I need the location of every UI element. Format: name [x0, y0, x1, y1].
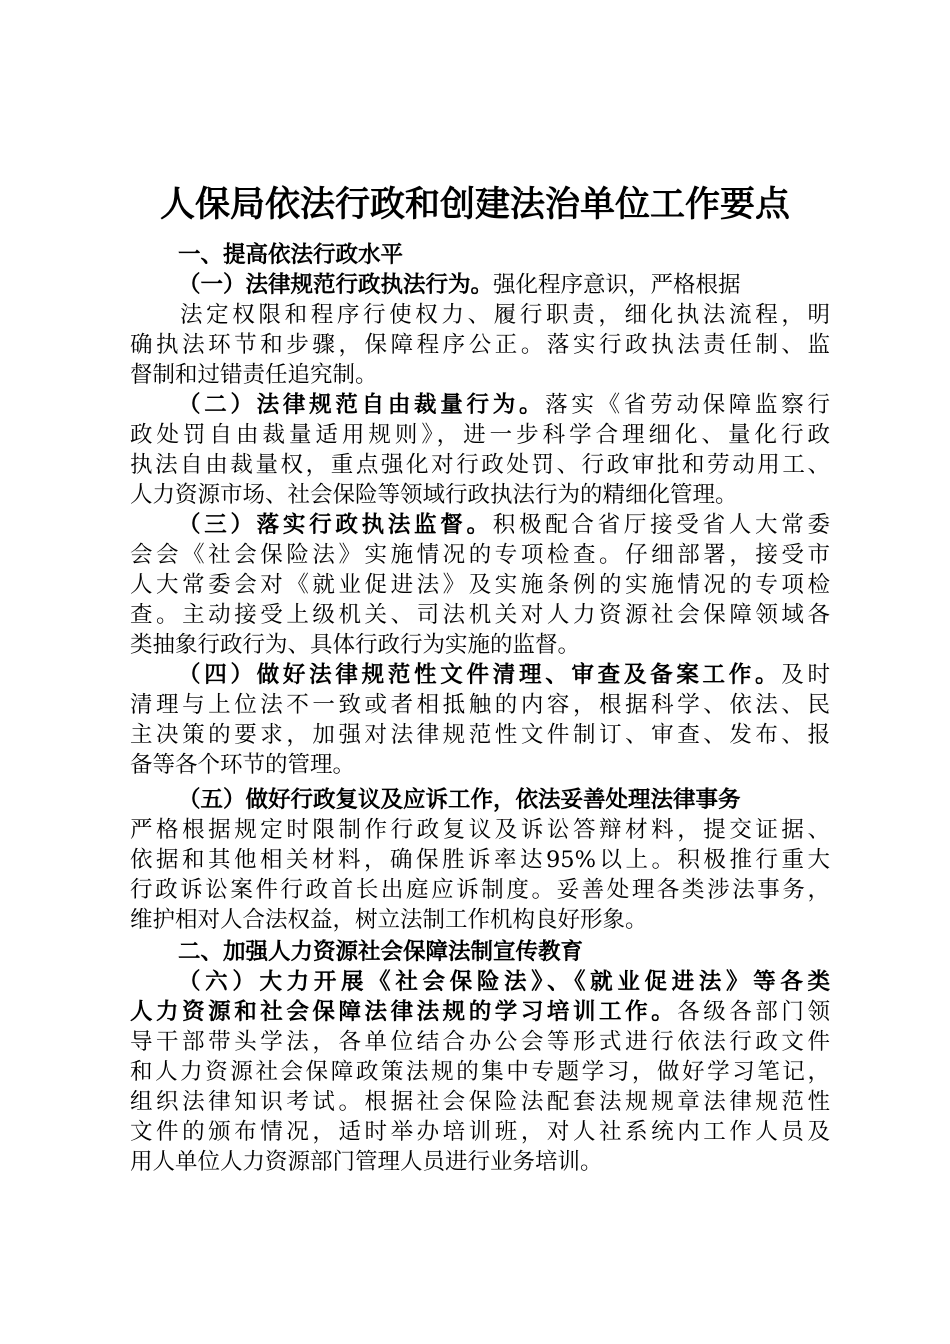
paragraph-5-heading: （五）做好行政复议及应诉工作，依法妥善处理法律事务	[178, 787, 741, 813]
paragraph-2-line-4: 人力资源市场、社会保险等领域行政执法行为的精细化管理。	[130, 482, 738, 508]
paragraph-4-heading: （四）做好法律规范性文件清理、审查及备案工作。	[178, 662, 782, 688]
paragraph-2-line-3: 执法自由裁量权，重点强化对行政处罚、行政审批和劳动用工、	[130, 452, 830, 478]
paragraph-6-line-7: 用人单位人力资源部门管理人员进行业务培训。	[130, 1149, 603, 1175]
paragraph-4-text: 及时	[781, 662, 830, 688]
paragraph-4-line-2: 清理与上位法不一致或者相抵触的内容，根据科学、依法、民	[130, 692, 830, 718]
paragraph-3-heading: （三）落实行政执法监督。	[178, 512, 493, 538]
paragraph-3-line-4: 查。主动接受上级机关、司法机关对人力资源社会保障领域各	[130, 602, 830, 628]
paragraph-6-line-6: 文件的颁布情况，适时举办培训班，对人社系统内工作人员及	[130, 1119, 830, 1145]
paragraph-4-line-3: 主决策的要求，加强对法律规范性文件制订、审查、发布、报	[130, 722, 830, 748]
paragraph-3-text: 积极配合省厅接受省人大常委	[492, 512, 830, 538]
section-heading-2: 二、加强人力资源社会保障法制宣传教育	[178, 939, 584, 965]
paragraph-4-line-1	[178, 660, 830, 690]
paragraph-2-text: 落实《省劳动保障监察行	[545, 392, 830, 418]
paragraph-5-line-5: 维护相对人合法权益，树立法制工作机构良好形象。	[130, 907, 648, 933]
paragraph-5-line-2: 严格根据规定时限制作行政复议及诉讼答辩材料，提交证据、	[130, 817, 830, 843]
document-title: 人保局依法行政和创建法治单位工作要点	[159, 185, 790, 225]
paragraph-2-line-2: 政处罚自由裁量适用规则》，进一步科学合理细化、量化行政	[130, 422, 830, 448]
paragraph-3-line-1	[178, 510, 830, 540]
paragraph-5-line-3: 依据和其他相关材料，确保胜诉率达95%以上。积极推行重大	[130, 847, 830, 873]
paragraph-6-line-5: 组织法律知识考试。根据社会保险法配套法规规章法律规范性	[130, 1089, 830, 1115]
paragraph-2-heading: （二）法律规范自由裁量行为。	[178, 392, 546, 418]
paragraph-6-line-2	[130, 997, 830, 1027]
paragraph-2-line-1	[178, 390, 830, 420]
paragraph-6-line-3: 导干部带头学法，各单位结合办公会等形式进行依法行政文件	[130, 1029, 830, 1055]
paragraph-3-line-5: 类抽象行政行为、具体行政行为实施的监督。	[130, 632, 581, 658]
paragraph-6-heading-line-1: （六）大力开展《社会保险法》、《就业促进法》等各类	[178, 969, 830, 995]
paragraph-3-line-3: 人大常委会对《就业促进法》及实施条例的实施情况的专项检	[130, 572, 830, 598]
paragraph-1-line-3: 确执法环节和步骤，保障程序公正。落实行政执法责任制、监	[130, 332, 830, 358]
paragraph-6-text: 各级各部门领	[677, 999, 830, 1025]
paragraph-1-line-4: 督制和过错责任追究制。	[130, 362, 378, 388]
paragraph-1-line-2: 法定权限和程序行使权力、履行职责，细化执法流程，明	[180, 302, 830, 328]
paragraph-4-line-4: 备等各个环节的管理。	[130, 752, 356, 778]
paragraph-1-line-1	[178, 270, 878, 300]
paragraph-6-line-4: 和人力资源社会保障政策法规的集中专题学习，做好学习笔记，	[130, 1059, 830, 1085]
paragraph-1-heading: （一）法律规范行政执法行为。	[178, 272, 494, 298]
paragraph-3-line-2: 会会《社会保险法》实施情况的专项检查。仔细部署，接受市	[130, 542, 830, 568]
paragraph-1-text: 强化程序意识，严格根据	[493, 272, 741, 298]
paragraph-6-heading-line-2: 人力资源和社会保障法律法规的学习培训工作。	[130, 999, 678, 1025]
section-heading-1: 一、提高依法行政水平	[178, 242, 404, 268]
paragraph-5-line-4: 行政诉讼案件行政首长出庭应诉制度。妥善处理各类涉法事务，	[130, 877, 830, 903]
